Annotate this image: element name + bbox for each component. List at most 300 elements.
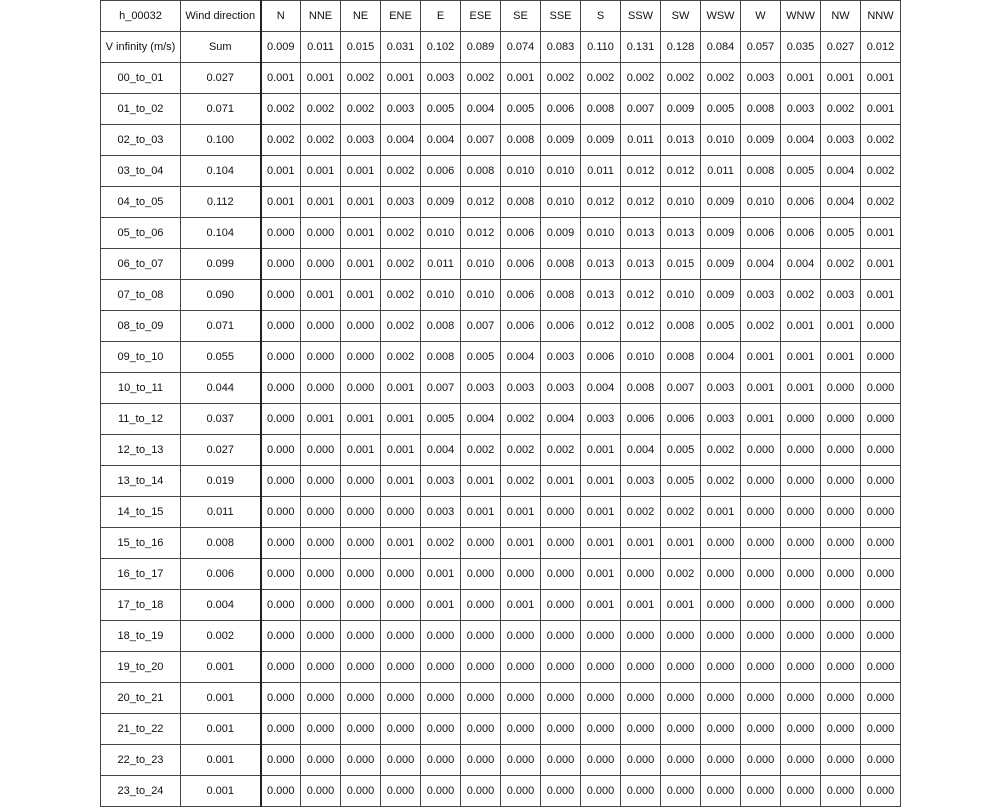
frequency-cell: 0.000 [341,342,381,373]
table-row [101,745,901,776]
frequency-cell: 0.012 [461,218,501,249]
frequency-cell: 0.001 [581,435,621,466]
table-row [101,559,901,590]
frequency-cell: 0.000 [301,652,341,683]
frequency-cell: 0.002 [621,497,661,528]
frequency-cell: 0.003 [541,373,581,404]
frequency-cell: 0.011 [421,249,461,280]
frequency-cell: 0.001 [501,497,541,528]
frequency-cell: 0.000 [741,528,781,559]
frequency-cell: 0.000 [741,466,781,497]
frequency-cell: 0.005 [501,94,541,125]
frequency-cell: 0.002 [781,280,821,311]
frequency-cell: 0.004 [821,187,861,218]
frequency-cell: 0.010 [421,218,461,249]
frequency-cell: 0.000 [261,590,301,621]
frequency-cell: 0.002 [301,94,341,125]
frequency-cell: 0.002 [661,559,701,590]
frequency-cell: 0.002 [541,435,581,466]
direction-header: SE [501,1,541,32]
frequency-cell: 0.000 [821,373,861,404]
frequency-cell: 0.002 [861,125,901,156]
sum-row [101,32,901,63]
direction-header: WSW [701,1,741,32]
frequency-cell: 0.001 [621,528,661,559]
frequency-cell: 0.000 [741,559,781,590]
frequency-cell: 0.000 [821,404,861,435]
frequency-cell: 0.001 [421,559,461,590]
frequency-cell: 0.012 [621,187,661,218]
frequency-cell: 0.000 [821,683,861,714]
frequency-cell: 0.000 [301,714,341,745]
frequency-cell: 0.002 [701,466,741,497]
frequency-cell: 0.000 [541,714,581,745]
frequency-cell: 0.001 [501,528,541,559]
row-sum: 0.001 [181,745,261,776]
frequency-cell: 0.002 [381,156,421,187]
frequency-cell: 0.000 [541,683,581,714]
row-sum: 0.104 [181,156,261,187]
direction-sum: 0.102 [421,32,461,63]
speed-range-label: 18_to_19 [101,621,181,652]
frequency-cell: 0.006 [421,156,461,187]
frequency-cell: 0.000 [541,497,581,528]
frequency-cell: 0.006 [501,218,541,249]
frequency-cell: 0.000 [421,776,461,807]
frequency-cell: 0.013 [581,249,621,280]
frequency-cell: 0.000 [381,621,421,652]
frequency-cell: 0.000 [821,497,861,528]
frequency-cell: 0.001 [341,187,381,218]
frequency-cell: 0.000 [781,497,821,528]
frequency-cell: 0.001 [301,187,341,218]
frequency-cell: 0.000 [381,590,421,621]
table-row [101,280,901,311]
frequency-cell: 0.012 [621,280,661,311]
frequency-cell: 0.003 [421,63,461,94]
speed-range-label: 14_to_15 [101,497,181,528]
frequency-cell: 0.002 [661,497,701,528]
frequency-cell: 0.001 [501,590,541,621]
frequency-cell: 0.002 [381,342,421,373]
frequency-cell: 0.000 [741,497,781,528]
frequency-cell: 0.000 [861,776,901,807]
speed-range-label: 12_to_13 [101,435,181,466]
frequency-cell: 0.000 [741,683,781,714]
frequency-cell: 0.001 [541,466,581,497]
frequency-cell: 0.000 [781,745,821,776]
speed-range-label: 17_to_18 [101,590,181,621]
frequency-cell: 0.000 [301,218,341,249]
frequency-cell: 0.000 [341,559,381,590]
frequency-cell: 0.006 [541,94,581,125]
frequency-cell: 0.000 [381,745,421,776]
frequency-cell: 0.000 [661,776,701,807]
table-row [101,528,901,559]
frequency-cell: 0.000 [421,652,461,683]
table-row [101,776,901,807]
frequency-cell: 0.000 [301,249,341,280]
row-sum: 0.104 [181,218,261,249]
direction-sum: 0.128 [661,32,701,63]
frequency-cell: 0.003 [701,404,741,435]
frequency-cell: 0.000 [261,249,301,280]
frequency-cell: 0.001 [581,497,621,528]
frequency-cell: 0.002 [301,125,341,156]
direction-header: N [261,1,301,32]
frequency-cell: 0.008 [501,187,541,218]
frequency-cell: 0.000 [581,621,621,652]
frequency-cell: 0.000 [501,621,541,652]
frequency-cell: 0.013 [621,218,661,249]
frequency-cell: 0.000 [381,776,421,807]
frequency-cell: 0.001 [261,156,301,187]
frequency-cell: 0.001 [341,249,381,280]
sum-label: Sum [181,32,261,63]
row-sum: 0.112 [181,187,261,218]
frequency-cell: 0.000 [341,590,381,621]
frequency-cell: 0.001 [661,528,701,559]
direction-header: NNE [301,1,341,32]
speed-range-label: 08_to_09 [101,311,181,342]
frequency-cell: 0.000 [301,528,341,559]
frequency-cell: 0.000 [261,528,301,559]
frequency-cell: 0.008 [621,373,661,404]
frequency-cell: 0.010 [661,187,701,218]
frequency-cell: 0.008 [741,156,781,187]
frequency-cell: 0.000 [781,466,821,497]
frequency-cell: 0.000 [861,528,901,559]
frequency-cell: 0.000 [541,590,581,621]
frequency-cell: 0.002 [861,187,901,218]
frequency-cell: 0.005 [421,94,461,125]
frequency-cell: 0.001 [301,156,341,187]
frequency-cell: 0.000 [261,342,301,373]
speed-range-label: 04_to_05 [101,187,181,218]
frequency-cell: 0.000 [301,497,341,528]
frequency-cell: 0.000 [781,404,821,435]
frequency-cell: 0.000 [661,745,701,776]
frequency-cell: 0.000 [461,745,501,776]
frequency-cell: 0.003 [821,125,861,156]
frequency-cell: 0.000 [301,621,341,652]
frequency-cell: 0.000 [861,714,901,745]
frequency-cell: 0.000 [501,559,541,590]
row-sum: 0.008 [181,528,261,559]
direction-sum: 0.083 [541,32,581,63]
frequency-cell: 0.001 [261,187,301,218]
frequency-cell: 0.007 [461,125,501,156]
frequency-cell: 0.006 [781,187,821,218]
frequency-cell: 0.008 [661,311,701,342]
frequency-cell: 0.004 [621,435,661,466]
row-sum: 0.011 [181,497,261,528]
frequency-cell: 0.012 [581,187,621,218]
speed-range-label: 16_to_17 [101,559,181,590]
frequency-cell: 0.002 [701,63,741,94]
frequency-cell: 0.005 [701,94,741,125]
frequency-cell: 0.004 [781,125,821,156]
frequency-cell: 0.001 [861,280,901,311]
frequency-cell: 0.000 [821,528,861,559]
frequency-cell: 0.008 [741,94,781,125]
frequency-cell: 0.000 [821,590,861,621]
direction-sum: 0.011 [301,32,341,63]
speed-range-label: 01_to_02 [101,94,181,125]
direction-sum: 0.131 [621,32,661,63]
frequency-cell: 0.002 [461,435,501,466]
frequency-cell: 0.013 [661,125,701,156]
frequency-cell: 0.013 [581,280,621,311]
frequency-cell: 0.002 [501,466,541,497]
frequency-cell: 0.004 [381,125,421,156]
row-sum: 0.071 [181,94,261,125]
table-row [101,373,901,404]
frequency-cell: 0.000 [821,435,861,466]
frequency-cell: 0.001 [741,342,781,373]
frequency-cell: 0.005 [421,404,461,435]
frequency-cell: 0.003 [381,187,421,218]
direction-sum: 0.035 [781,32,821,63]
frequency-cell: 0.011 [581,156,621,187]
table-row [101,94,901,125]
frequency-cell: 0.002 [261,94,301,125]
frequency-cell: 0.001 [341,435,381,466]
table-row [101,497,901,528]
frequency-cell: 0.001 [821,342,861,373]
frequency-cell: 0.002 [621,63,661,94]
frequency-cell: 0.001 [621,590,661,621]
frequency-cell: 0.000 [741,435,781,466]
frequency-cell: 0.000 [461,776,501,807]
frequency-cell: 0.002 [661,63,701,94]
frequency-cell: 0.006 [581,342,621,373]
frequency-cell: 0.000 [261,621,301,652]
frequency-cell: 0.000 [501,683,541,714]
frequency-cell: 0.001 [781,311,821,342]
frequency-cell: 0.000 [261,373,301,404]
frequency-cell: 0.000 [301,373,341,404]
frequency-cell: 0.000 [621,683,661,714]
frequency-cell: 0.002 [741,311,781,342]
frequency-cell: 0.004 [501,342,541,373]
table-row [101,218,901,249]
row-sum: 0.044 [181,373,261,404]
frequency-cell: 0.012 [621,311,661,342]
table-row [101,683,901,714]
frequency-cell: 0.012 [661,156,701,187]
frequency-cell: 0.000 [381,652,421,683]
frequency-cell: 0.000 [781,435,821,466]
frequency-cell: 0.000 [261,776,301,807]
frequency-cell: 0.010 [581,218,621,249]
speed-range-label: 07_to_08 [101,280,181,311]
frequency-cell: 0.001 [261,63,301,94]
frequency-cell: 0.006 [661,404,701,435]
row-sum: 0.001 [181,683,261,714]
table-row [101,63,901,94]
frequency-cell: 0.003 [701,373,741,404]
frequency-cell: 0.015 [661,249,701,280]
frequency-cell: 0.000 [821,559,861,590]
frequency-cell: 0.010 [621,342,661,373]
frequency-cell: 0.001 [741,373,781,404]
frequency-cell: 0.006 [541,311,581,342]
frequency-cell: 0.002 [541,63,581,94]
row-sum: 0.099 [181,249,261,280]
frequency-cell: 0.000 [461,714,501,745]
frequency-cell: 0.000 [781,559,821,590]
frequency-cell: 0.000 [461,621,501,652]
direction-sum: 0.089 [461,32,501,63]
frequency-cell: 0.009 [741,125,781,156]
frequency-cell: 0.001 [301,404,341,435]
frequency-cell: 0.000 [701,559,741,590]
frequency-cell: 0.010 [421,280,461,311]
frequency-cell: 0.006 [501,249,541,280]
frequency-cell: 0.000 [261,218,301,249]
frequency-cell: 0.007 [661,373,701,404]
row-sum: 0.100 [181,125,261,156]
frequency-cell: 0.000 [621,745,661,776]
frequency-cell: 0.001 [341,404,381,435]
frequency-cell: 0.002 [381,218,421,249]
frequency-cell: 0.001 [861,218,901,249]
frequency-cell: 0.001 [581,528,621,559]
frequency-cell: 0.000 [501,776,541,807]
frequency-cell: 0.000 [861,683,901,714]
direction-sum: 0.057 [741,32,781,63]
direction-header: SSW [621,1,661,32]
direction-header: SSE [541,1,581,32]
frequency-cell: 0.000 [341,466,381,497]
frequency-cell: 0.000 [701,652,741,683]
frequency-cell: 0.000 [781,776,821,807]
frequency-cell: 0.001 [381,404,421,435]
speed-range-label: 22_to_23 [101,745,181,776]
frequency-cell: 0.010 [541,156,581,187]
frequency-cell: 0.009 [701,280,741,311]
frequency-cell: 0.001 [821,311,861,342]
row-sum: 0.019 [181,466,261,497]
speed-range-label: 00_to_01 [101,63,181,94]
frequency-cell: 0.000 [501,745,541,776]
frequency-cell: 0.003 [421,466,461,497]
frequency-cell: 0.003 [461,373,501,404]
frequency-cell: 0.000 [581,652,621,683]
speed-range-label: 05_to_06 [101,218,181,249]
frequency-cell: 0.010 [661,280,701,311]
frequency-cell: 0.006 [621,404,661,435]
wind-frequency-table [100,0,901,807]
frequency-cell: 0.008 [421,342,461,373]
frequency-cell: 0.000 [341,745,381,776]
direction-sum: 0.015 [341,32,381,63]
frequency-cell: 0.005 [661,466,701,497]
direction-sum: 0.031 [381,32,421,63]
frequency-cell: 0.010 [701,125,741,156]
frequency-cell: 0.000 [741,652,781,683]
frequency-cell: 0.003 [741,280,781,311]
direction-sum: 0.074 [501,32,541,63]
frequency-cell: 0.000 [621,714,661,745]
frequency-cell: 0.003 [541,342,581,373]
frequency-cell: 0.009 [701,187,741,218]
frequency-cell: 0.002 [461,63,501,94]
frequency-cell: 0.001 [381,63,421,94]
frequency-cell: 0.000 [341,528,381,559]
frequency-cell: 0.000 [381,683,421,714]
table-row [101,466,901,497]
table-row [101,714,901,745]
frequency-cell: 0.009 [661,94,701,125]
frequency-cell: 0.000 [501,652,541,683]
frequency-cell: 0.001 [381,466,421,497]
frequency-cell: 0.001 [341,280,381,311]
frequency-cell: 0.000 [421,683,461,714]
frequency-cell: 0.000 [661,683,701,714]
frequency-cell: 0.001 [341,156,381,187]
table-row [101,404,901,435]
frequency-cell: 0.002 [701,435,741,466]
frequency-cell: 0.005 [781,156,821,187]
frequency-cell: 0.001 [461,497,501,528]
frequency-cell: 0.000 [741,776,781,807]
frequency-cell: 0.002 [381,249,421,280]
frequency-cell: 0.001 [381,528,421,559]
direction-header: NNW [861,1,901,32]
frequency-cell: 0.002 [821,94,861,125]
frequency-cell: 0.003 [781,94,821,125]
frequency-cell: 0.002 [501,404,541,435]
frequency-cell: 0.000 [341,621,381,652]
row-sum: 0.001 [181,714,261,745]
frequency-cell: 0.000 [301,311,341,342]
frequency-cell: 0.007 [621,94,661,125]
row-sum: 0.027 [181,63,261,94]
frequency-cell: 0.000 [701,621,741,652]
frequency-cell: 0.010 [501,156,541,187]
frequency-cell: 0.007 [461,311,501,342]
frequency-cell: 0.010 [461,280,501,311]
direction-header: ESE [461,1,501,32]
frequency-cell: 0.000 [301,776,341,807]
frequency-cell: 0.000 [541,652,581,683]
table-row [101,249,901,280]
frequency-cell: 0.012 [461,187,501,218]
frequency-cell: 0.005 [701,311,741,342]
row-sum: 0.006 [181,559,261,590]
frequency-cell: 0.013 [621,249,661,280]
frequency-cell: 0.000 [301,466,341,497]
frequency-cell: 0.004 [461,94,501,125]
frequency-cell: 0.000 [861,466,901,497]
frequency-cell: 0.006 [741,218,781,249]
speed-range-label: 03_to_04 [101,156,181,187]
frequency-cell: 0.002 [421,528,461,559]
frequency-cell: 0.004 [781,249,821,280]
header-row [101,1,901,32]
direction-sum: 0.012 [861,32,901,63]
frequency-cell: 0.000 [541,559,581,590]
row-sum: 0.004 [181,590,261,621]
table-row [101,621,901,652]
direction-header: E [421,1,461,32]
frequency-cell: 0.000 [341,714,381,745]
table-row [101,187,901,218]
frequency-cell: 0.004 [541,404,581,435]
frequency-cell: 0.000 [861,590,901,621]
